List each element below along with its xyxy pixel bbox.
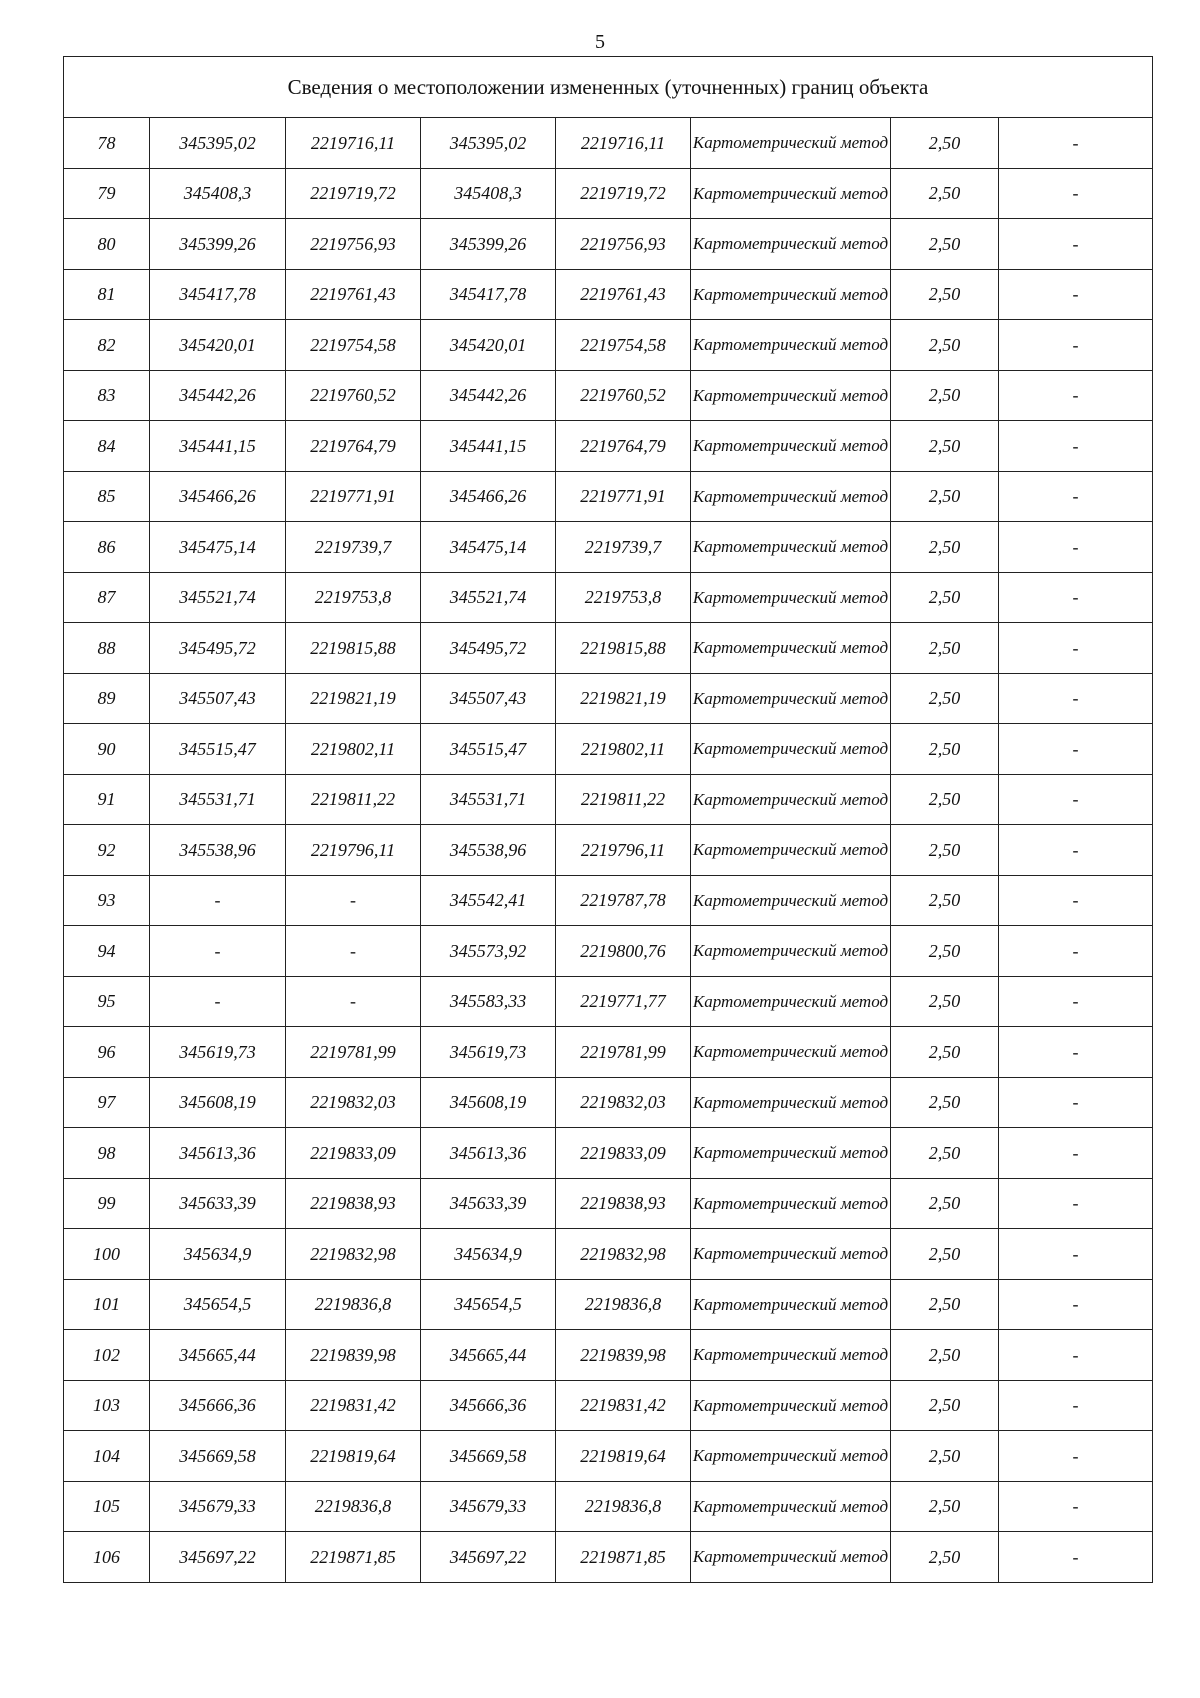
cell-existing-y: - [286, 926, 421, 977]
cell-point-number: 82 [64, 320, 150, 371]
table-row [64, 774, 1153, 825]
cell-method: Картометрический метод [691, 1027, 891, 1078]
cell-method: Картометрический метод [691, 320, 891, 371]
cell-refined-y: 2219871,85 [556, 1532, 691, 1583]
cell-point-number: 91 [64, 774, 150, 825]
cell-method: Картометрический метод [691, 269, 891, 320]
cell-description: - [999, 1178, 1153, 1229]
cell-method: Картометрический метод [691, 219, 891, 270]
cell-accuracy: 2,50 [891, 471, 999, 522]
cell-refined-y: 2219821,19 [556, 673, 691, 724]
cell-accuracy: 2,50 [891, 219, 999, 270]
cell-method: Картометрический метод [691, 572, 891, 623]
cell-refined-x: 345531,71 [421, 774, 556, 825]
cell-accuracy: 2,50 [891, 168, 999, 219]
cell-existing-x: 345417,78 [150, 269, 286, 320]
table-title: Сведения о местоположении измененных (уточненных) границ объекта [64, 57, 1153, 118]
table-title-row [64, 57, 1153, 118]
cell-refined-y: 2219754,58 [556, 320, 691, 371]
cell-accuracy: 2,50 [891, 1330, 999, 1381]
cell-existing-x: 345679,33 [150, 1481, 286, 1532]
cell-accuracy: 2,50 [891, 926, 999, 977]
cell-point-number: 83 [64, 370, 150, 421]
cell-existing-y: 2219753,8 [286, 572, 421, 623]
cell-existing-x: 345475,14 [150, 522, 286, 573]
cell-existing-y: 2219832,03 [286, 1077, 421, 1128]
cell-refined-y: 2219771,77 [556, 976, 691, 1027]
cell-description: - [999, 320, 1153, 371]
table-row [64, 522, 1153, 573]
cell-description: - [999, 1229, 1153, 1280]
cell-point-number: 94 [64, 926, 150, 977]
cell-refined-y: 2219739,7 [556, 522, 691, 573]
cell-method: Картометрический метод [691, 875, 891, 926]
cell-point-number: 97 [64, 1077, 150, 1128]
cell-accuracy: 2,50 [891, 1532, 999, 1583]
cell-accuracy: 2,50 [891, 1431, 999, 1482]
cell-existing-y: 2219764,79 [286, 421, 421, 472]
cell-refined-y: 2219832,98 [556, 1229, 691, 1280]
cell-existing-y: 2219756,93 [286, 219, 421, 270]
table-body [64, 57, 1153, 1583]
cell-existing-x: - [150, 926, 286, 977]
cell-refined-x: 345507,43 [421, 673, 556, 724]
cell-existing-y: 2219802,11 [286, 724, 421, 775]
cell-point-number: 99 [64, 1178, 150, 1229]
table-row [64, 1077, 1153, 1128]
table-row [64, 1330, 1153, 1381]
cell-refined-y: 2219771,91 [556, 471, 691, 522]
cell-refined-x: 345441,15 [421, 421, 556, 472]
cell-method: Картометрический метод [691, 370, 891, 421]
cell-accuracy: 2,50 [891, 825, 999, 876]
cell-point-number: 80 [64, 219, 150, 270]
cell-accuracy: 2,50 [891, 1481, 999, 1532]
table-row [64, 1380, 1153, 1431]
cell-refined-x: 345521,74 [421, 572, 556, 623]
cell-existing-y: 2219833,09 [286, 1128, 421, 1179]
cell-point-number: 88 [64, 623, 150, 674]
cell-existing-y: - [286, 875, 421, 926]
table-row [64, 1128, 1153, 1179]
table-row [64, 572, 1153, 623]
cell-description: - [999, 522, 1153, 573]
cell-existing-y: 2219754,58 [286, 320, 421, 371]
cell-method: Картометрический метод [691, 1380, 891, 1431]
cell-description: - [999, 875, 1153, 926]
cell-description: - [999, 118, 1153, 169]
cell-existing-x: 345538,96 [150, 825, 286, 876]
cell-accuracy: 2,50 [891, 875, 999, 926]
cell-method: Картометрический метод [691, 1330, 891, 1381]
table-row [64, 471, 1153, 522]
cell-refined-y: 2219836,8 [556, 1279, 691, 1330]
cell-existing-y: 2219871,85 [286, 1532, 421, 1583]
cell-point-number: 96 [64, 1027, 150, 1078]
cell-existing-x: 345420,01 [150, 320, 286, 371]
cell-method: Картометрический метод [691, 623, 891, 674]
cell-accuracy: 2,50 [891, 976, 999, 1027]
cell-refined-x: 345654,5 [421, 1279, 556, 1330]
cell-refined-y: 2219787,78 [556, 875, 691, 926]
cell-point-number: 78 [64, 118, 150, 169]
cell-refined-x: 345475,14 [421, 522, 556, 573]
cell-description: - [999, 1330, 1153, 1381]
cell-description: - [999, 976, 1153, 1027]
cell-point-number: 87 [64, 572, 150, 623]
cell-refined-x: 345538,96 [421, 825, 556, 876]
cell-existing-x: 345665,44 [150, 1330, 286, 1381]
table-row [64, 320, 1153, 371]
cell-accuracy: 2,50 [891, 1027, 999, 1078]
cell-existing-x: 345633,39 [150, 1178, 286, 1229]
cell-existing-y: 2219836,8 [286, 1279, 421, 1330]
cell-description: - [999, 724, 1153, 775]
cell-description: - [999, 1532, 1153, 1583]
cell-method: Картометрический метод [691, 168, 891, 219]
cell-accuracy: 2,50 [891, 269, 999, 320]
cell-existing-y: 2219781,99 [286, 1027, 421, 1078]
cell-refined-x: 345573,92 [421, 926, 556, 977]
cell-refined-x: 345515,47 [421, 724, 556, 775]
cell-refined-y: 2219819,64 [556, 1431, 691, 1482]
cell-point-number: 93 [64, 875, 150, 926]
table-row [64, 1229, 1153, 1280]
cell-existing-y: 2219838,93 [286, 1178, 421, 1229]
cell-refined-x: 345417,78 [421, 269, 556, 320]
cell-method: Картометрический метод [691, 926, 891, 977]
table-row [64, 623, 1153, 674]
cell-refined-x: 345408,3 [421, 168, 556, 219]
cell-accuracy: 2,50 [891, 1178, 999, 1229]
cell-accuracy: 2,50 [891, 724, 999, 775]
cell-point-number: 79 [64, 168, 150, 219]
cell-accuracy: 2,50 [891, 623, 999, 674]
cell-accuracy: 2,50 [891, 1128, 999, 1179]
cell-description: - [999, 1077, 1153, 1128]
cell-method: Картометрический метод [691, 976, 891, 1027]
cell-method: Картометрический метод [691, 1532, 891, 1583]
cell-refined-x: 345669,58 [421, 1431, 556, 1482]
cell-refined-y: 2219753,8 [556, 572, 691, 623]
cell-existing-x: 345521,74 [150, 572, 286, 623]
cell-existing-x: 345408,3 [150, 168, 286, 219]
cell-existing-y: 2219811,22 [286, 774, 421, 825]
cell-accuracy: 2,50 [891, 320, 999, 371]
cell-accuracy: 2,50 [891, 774, 999, 825]
cell-description: - [999, 471, 1153, 522]
cell-point-number: 100 [64, 1229, 150, 1280]
cell-refined-x: 345420,01 [421, 320, 556, 371]
cell-refined-y: 2219764,79 [556, 421, 691, 472]
cell-accuracy: 2,50 [891, 118, 999, 169]
cell-method: Картометрический метод [691, 1431, 891, 1482]
cell-refined-y: 2219761,43 [556, 269, 691, 320]
cell-existing-x: 345399,26 [150, 219, 286, 270]
table-row [64, 875, 1153, 926]
cell-description: - [999, 1380, 1153, 1431]
cell-refined-x: 345583,33 [421, 976, 556, 1027]
table-row [64, 976, 1153, 1027]
cell-refined-y: 2219800,76 [556, 926, 691, 977]
cell-existing-y: 2219760,52 [286, 370, 421, 421]
cell-refined-x: 345442,26 [421, 370, 556, 421]
cell-refined-y: 2219716,11 [556, 118, 691, 169]
table-row [64, 1532, 1153, 1583]
cell-accuracy: 2,50 [891, 421, 999, 472]
cell-existing-y: 2219839,98 [286, 1330, 421, 1381]
cell-accuracy: 2,50 [891, 1380, 999, 1431]
cell-accuracy: 2,50 [891, 522, 999, 573]
table-row [64, 219, 1153, 270]
cell-existing-y: 2219771,91 [286, 471, 421, 522]
cell-refined-y: 2219836,8 [556, 1481, 691, 1532]
cell-method: Картометрический метод [691, 1128, 891, 1179]
cell-method: Картометрический метод [691, 673, 891, 724]
cell-existing-x: 345619,73 [150, 1027, 286, 1078]
cell-method: Картометрический метод [691, 421, 891, 472]
table-row [64, 421, 1153, 472]
cell-existing-x: 345495,72 [150, 623, 286, 674]
cell-existing-x: 345395,02 [150, 118, 286, 169]
cell-refined-y: 2219832,03 [556, 1077, 691, 1128]
cell-refined-y: 2219811,22 [556, 774, 691, 825]
cell-existing-y: 2219719,72 [286, 168, 421, 219]
cell-point-number: 85 [64, 471, 150, 522]
cell-method: Картометрический метод [691, 774, 891, 825]
cell-method: Картометрический метод [691, 724, 891, 775]
cell-existing-x: 345613,36 [150, 1128, 286, 1179]
cell-description: - [999, 370, 1153, 421]
cell-accuracy: 2,50 [891, 370, 999, 421]
cell-refined-y: 2219833,09 [556, 1128, 691, 1179]
cell-method: Картометрический метод [691, 825, 891, 876]
cell-existing-x: 345634,9 [150, 1229, 286, 1280]
cell-point-number: 101 [64, 1279, 150, 1330]
cell-point-number: 98 [64, 1128, 150, 1179]
cell-refined-x: 345633,39 [421, 1178, 556, 1229]
table-row [64, 168, 1153, 219]
table-row [64, 1481, 1153, 1532]
cell-existing-y: - [286, 976, 421, 1027]
cell-point-number: 102 [64, 1330, 150, 1381]
cell-point-number: 92 [64, 825, 150, 876]
cell-refined-y: 2219839,98 [556, 1330, 691, 1381]
cell-accuracy: 2,50 [891, 1279, 999, 1330]
table-row [64, 825, 1153, 876]
cell-description: - [999, 774, 1153, 825]
cell-description: - [999, 421, 1153, 472]
cell-refined-y: 2219815,88 [556, 623, 691, 674]
cell-existing-y: 2219821,19 [286, 673, 421, 724]
table-row [64, 1431, 1153, 1482]
cell-method: Картометрический метод [691, 1178, 891, 1229]
cell-refined-x: 345466,26 [421, 471, 556, 522]
cell-existing-y: 2219832,98 [286, 1229, 421, 1280]
cell-existing-x: 345531,71 [150, 774, 286, 825]
cell-method: Картометрический метод [691, 1279, 891, 1330]
cell-description: - [999, 673, 1153, 724]
cell-existing-y: 2219815,88 [286, 623, 421, 674]
cell-description: - [999, 219, 1153, 270]
cell-refined-x: 345495,72 [421, 623, 556, 674]
cell-point-number: 103 [64, 1380, 150, 1431]
cell-method: Картометрический метод [691, 1481, 891, 1532]
cell-existing-y: 2219761,43 [286, 269, 421, 320]
table-row [64, 1178, 1153, 1229]
cell-description: - [999, 1431, 1153, 1482]
cell-existing-x: 345697,22 [150, 1532, 286, 1583]
cell-existing-x: 345466,26 [150, 471, 286, 522]
cell-refined-y: 2219781,99 [556, 1027, 691, 1078]
cell-existing-y: 2219716,11 [286, 118, 421, 169]
cell-description: - [999, 269, 1153, 320]
cell-refined-x: 345395,02 [421, 118, 556, 169]
table-row [64, 1279, 1153, 1330]
cell-refined-x: 345666,36 [421, 1380, 556, 1431]
cell-refined-y: 2219756,93 [556, 219, 691, 270]
cell-refined-y: 2219802,11 [556, 724, 691, 775]
cell-existing-x: 345515,47 [150, 724, 286, 775]
cell-refined-x: 345697,22 [421, 1532, 556, 1583]
cell-method: Картометрический метод [691, 1229, 891, 1280]
cell-refined-x: 345542,41 [421, 875, 556, 926]
table-row [64, 370, 1153, 421]
cell-refined-y: 2219796,11 [556, 825, 691, 876]
cell-refined-x: 345634,9 [421, 1229, 556, 1280]
cell-refined-y: 2219719,72 [556, 168, 691, 219]
cell-accuracy: 2,50 [891, 1077, 999, 1128]
cell-method: Картометрический метод [691, 1077, 891, 1128]
cell-existing-x: 345442,26 [150, 370, 286, 421]
cell-existing-y: 2219819,64 [286, 1431, 421, 1482]
cell-point-number: 84 [64, 421, 150, 472]
cell-existing-x: 345654,5 [150, 1279, 286, 1330]
cell-accuracy: 2,50 [891, 673, 999, 724]
table-row [64, 673, 1153, 724]
table-row [64, 269, 1153, 320]
cell-description: - [999, 1027, 1153, 1078]
cell-method: Картометрический метод [691, 118, 891, 169]
cell-refined-x: 345665,44 [421, 1330, 556, 1381]
cell-accuracy: 2,50 [891, 1229, 999, 1280]
cell-point-number: 81 [64, 269, 150, 320]
cell-refined-x: 345608,19 [421, 1077, 556, 1128]
cell-refined-y: 2219831,42 [556, 1380, 691, 1431]
table-row [64, 724, 1153, 775]
cell-existing-y: 2219739,7 [286, 522, 421, 573]
cell-existing-y: 2219796,11 [286, 825, 421, 876]
cell-refined-x: 345613,36 [421, 1128, 556, 1179]
cell-point-number: 105 [64, 1481, 150, 1532]
cell-refined-y: 2219838,93 [556, 1178, 691, 1229]
cell-point-number: 95 [64, 976, 150, 1027]
cell-existing-x: - [150, 976, 286, 1027]
cell-existing-x: 345608,19 [150, 1077, 286, 1128]
cell-existing-y: 2219836,8 [286, 1481, 421, 1532]
cell-point-number: 106 [64, 1532, 150, 1583]
page-number: 5 [595, 31, 605, 53]
cell-refined-y: 2219760,52 [556, 370, 691, 421]
cell-description: - [999, 1128, 1153, 1179]
cell-point-number: 90 [64, 724, 150, 775]
cell-description: - [999, 825, 1153, 876]
cell-method: Картометрический метод [691, 471, 891, 522]
cell-refined-x: 345679,33 [421, 1481, 556, 1532]
cell-description: - [999, 1481, 1153, 1532]
table-row [64, 926, 1153, 977]
cell-description: - [999, 926, 1153, 977]
cell-existing-x: 345669,58 [150, 1431, 286, 1482]
table-row [64, 118, 1153, 169]
cell-refined-x: 345619,73 [421, 1027, 556, 1078]
cell-point-number: 89 [64, 673, 150, 724]
cell-existing-x: - [150, 875, 286, 926]
cell-accuracy: 2,50 [891, 572, 999, 623]
cell-refined-x: 345399,26 [421, 219, 556, 270]
cell-description: - [999, 623, 1153, 674]
cell-description: - [999, 1279, 1153, 1330]
cell-description: - [999, 168, 1153, 219]
cell-description: - [999, 572, 1153, 623]
cell-point-number: 104 [64, 1431, 150, 1482]
table-row [64, 1027, 1153, 1078]
cell-existing-x: 345666,36 [150, 1380, 286, 1431]
cell-point-number: 86 [64, 522, 150, 573]
cell-existing-y: 2219831,42 [286, 1380, 421, 1431]
cell-method: Картометрический метод [691, 522, 891, 573]
cell-existing-x: 345507,43 [150, 673, 286, 724]
boundary-coordinates-table [63, 56, 1153, 1583]
cell-existing-x: 345441,15 [150, 421, 286, 472]
